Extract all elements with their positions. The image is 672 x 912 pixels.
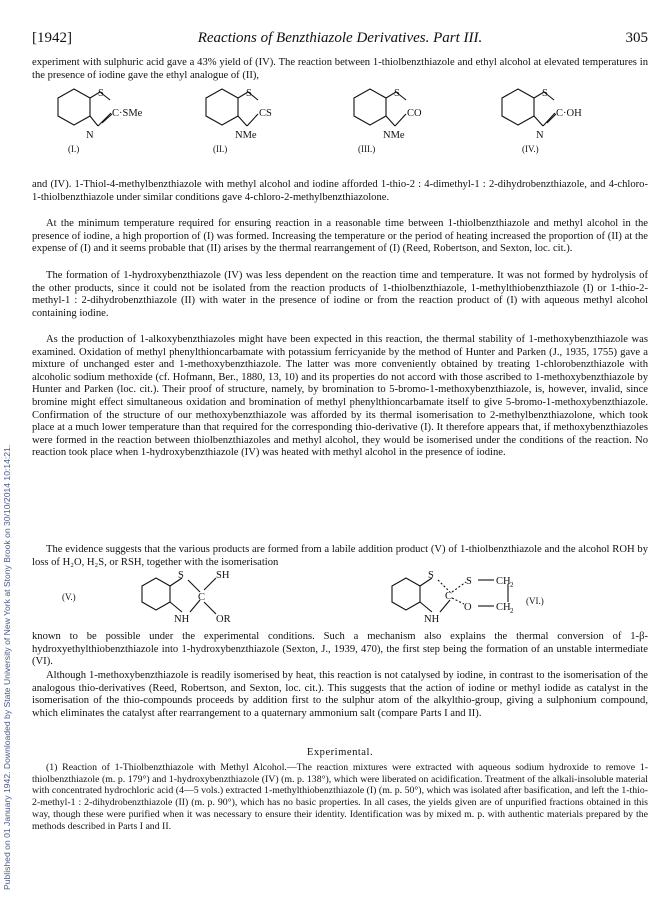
struct-iii-label: (III.) [358, 144, 376, 154]
struct-ii-substituent: CS [259, 108, 272, 119]
paragraph-1: experiment with sulphuric acid gave a 43% yield of (IV). The reaction between 1-thiolbenzthiazole and ethyl alcohol at elevated temperatures in the presence of iodine gave the ethyl analogue of (II), [32, 57, 648, 81]
struct-v-nh: NH [174, 614, 190, 625]
struct-i-label: (I.) [68, 144, 80, 154]
download-note [0, 60, 22, 890]
struct-ii-n: NMe [235, 130, 257, 141]
struct-vi-c: C [445, 591, 453, 602]
running-header [32, 30, 648, 50]
struct-ii-s: S [246, 88, 252, 99]
paragraph-8: Although 1-methoxybenzthiazole is readily isomerised by heat, this reaction is not catalysed by iodine, in contrast to the isomerisation of the analogous thio-derivatives (Reed, Robertson, and Sexton, loc. cit.). This suggests that the action of iodine or methyl iodide as catalyst in the isomerisation of the thio-compounds proceeds by addition first to the sulphur atom of the alkylthio-group, giving a sulphonium compound, which eliminates the catalyst after rearrangement to a quaternary ammonium salt (compare Parts I and II). [32, 670, 648, 719]
paragraph-6: The evidence suggests that the various products are formed from a labile addition product (V) of 1-thiolbenzthiazole and the alcohol ROH by loss of H₂O, H₂S, or RSH, together with the isomerisation [32, 544, 648, 568]
download-note-text: Published on 01 January 1942. Downloaded by State University of New York at Stony Brook on 30/10/2014 10:14:21. [2, 444, 12, 890]
struct-v-s: S [178, 570, 184, 581]
struct-iv-s: S [542, 88, 548, 99]
struct-iii-substituent: CO [407, 108, 422, 119]
struct-vi-nh: NH [424, 614, 440, 625]
paragraph-4: The formation of 1-hydroxybenzthiazole (IV) was less dependent on the reaction time and temperature. It was not formed by hydrolysis of the other products, since it could not be isolated from the reaction products of 1-thiolbenzthiazole, 1-methylthiobenzthiazole (I) or 1-thio-2-methyl-1 : 2-dihydrobenzthiazole (II) with water in the presence of iodine or from the reaction product of (I) with aqueous methyl alcohol containing iodine. [32, 270, 648, 319]
struct-i-substituent: C·SMe [112, 108, 143, 119]
paragraph-3: At the minimum temperature required for ensuring reaction in a reasonable time between 1-thiolbenzthiazole and methyl alcohol in the presence of iodine, a high proportion of (I) was formed. Increasing the temperature or the period of heating increased the proportion of (II) at the expense of (I) and it seems probable that (II) arises by the thermal rearrangement of (I) (Reed, Robertson, and Sexton, loc. cit.). [32, 218, 648, 255]
struct-iii-n: NMe [383, 130, 405, 141]
struct-vi-ch2-top: CH [496, 576, 511, 587]
struct-vi-label: (VI.) [526, 596, 544, 606]
struct-i-n: N [86, 130, 94, 141]
header-year: [1942] [32, 30, 72, 46]
struct-vi-o: O [464, 602, 472, 613]
struct-vi-ch2-bottom: CH [496, 602, 511, 613]
paragraph-5: As the production of 1-alkoxybenzthiazoles might have been expected in this reaction, the thermal stability of 1-methoxybenzthiazole was examined. Oxidation of methyl phenylthioncarbamate with potassium ferricyanide by the method of Hunter and Parken (J., 1935, 1755) gave a mixture of unchanged ester and 1-methoxybenzthiazole. The latter was more conveniently obtained by treating 1-chlorobenzthiazole with alcoholic sodium methoxide (cf. Hofmann, Ber., 1880, 13, 10) and its properties do not accord with those ascribed to 1-methoxybenzthiazole by Hunter and Parken (loc. cit.). Their proof of structure, namely, by bromination to 5-bromo-1-methoxybenzthiazole, is, however, invalid, since bromine might effect simultaneous oxidation and bromination of methyl phenylthioncarbamate itself to give 5-bromo-1-methoxybenzthiazole. Confirmation of the structure of our methoxybenzthiazole was afforded by its thermal isomerisation to 2-methylbenzthiazolone, which took place at a much lower temperature than that required for the corresponding thio-derivative (I). It therefore appears that, if methoxybenzthiazoles were formed in the reaction between thiolbenzthiazoles and methyl alcohol, they would be isomerised under the conditions of the reaction. No reaction took place when 1-hydroxybenzthiazole (IV) was heated with methyl alcohol in the presence of iodine. [32, 334, 648, 459]
structures-v-vi [32, 568, 648, 630]
struct-iv-n: N [536, 130, 544, 141]
structures-i-iv [32, 86, 648, 178]
header-title: Reactions of Benzthiazole Derivatives. Part III. [197, 30, 483, 46]
paragraph-2: and (IV). 1-Thiol-4-methylbenzthiazole with methyl alcohol and iodine afforded 1-thio-2 : 4-dimethyl-1 : 2-dihydrobenzthiazole, and 4-chloro-1-thiolbenzthiazole under similar conditions gave 4-chloro-2-methylbenzthiazolone. [32, 179, 648, 203]
section-heading-experimental: Experimental. [306, 747, 374, 758]
paragraph-9: (1) Reaction of 1-Thiolbenzthiazole with Methyl Alcohol.—The reaction mixtures were extracted with aqueous sodium hydroxide to remove 1-thiolbenzthiazole (m. p. 179°) and 1-hydroxybenzthiazole (IV) (m. p. 138°), which were liberated on acidification. Treatment of the alkali-insoluble material with concentrated hydrochloric acid (4—5 vols.) extracted 1-methylthiobenzthiazole (I) (m. p. 50°), which was isolated after basification, and left the 1-thio-2-methyl-1 : 2-dihydrobenzthiazole (II) (m. p. 90°), which has no basic properties. In all cases, the yields given are of unpurified fractions obtained in this way, though these were purified when it was necessary to ensure their identity. Identification was by mixed m. p. with authentic materials prepared by the methods described in Parts I and II. [32, 762, 648, 832]
struct-ii-label: (II.) [213, 144, 228, 154]
svg-text:2: 2 [510, 581, 514, 589]
struct-v-sh: SH [216, 570, 230, 581]
paragraph-7: known to be possible under the experimental conditions. Such a mechanism also explains the thermal conversion of 1-β-hydroxyethylthiobenzthiazole into 1-hydroxybenzthiazole (Sexton, J., 1939, 470), the first step being the formation of an unstable intermediate (VI). [32, 631, 648, 668]
struct-iv-label: (IV.) [522, 144, 539, 154]
struct-i-s: S [98, 88, 104, 99]
struct-vi-s2: S [466, 576, 472, 587]
struct-vi-s: S [428, 570, 434, 581]
svg-text:2: 2 [510, 607, 514, 615]
struct-iii-s: S [394, 88, 400, 99]
struct-v-c: C [198, 592, 206, 603]
struct-v-or: OR [216, 614, 231, 625]
struct-iv-substituent: C·OH [556, 108, 582, 119]
page-number: 305 [625, 30, 648, 46]
struct-v-label: (V.) [62, 592, 76, 602]
